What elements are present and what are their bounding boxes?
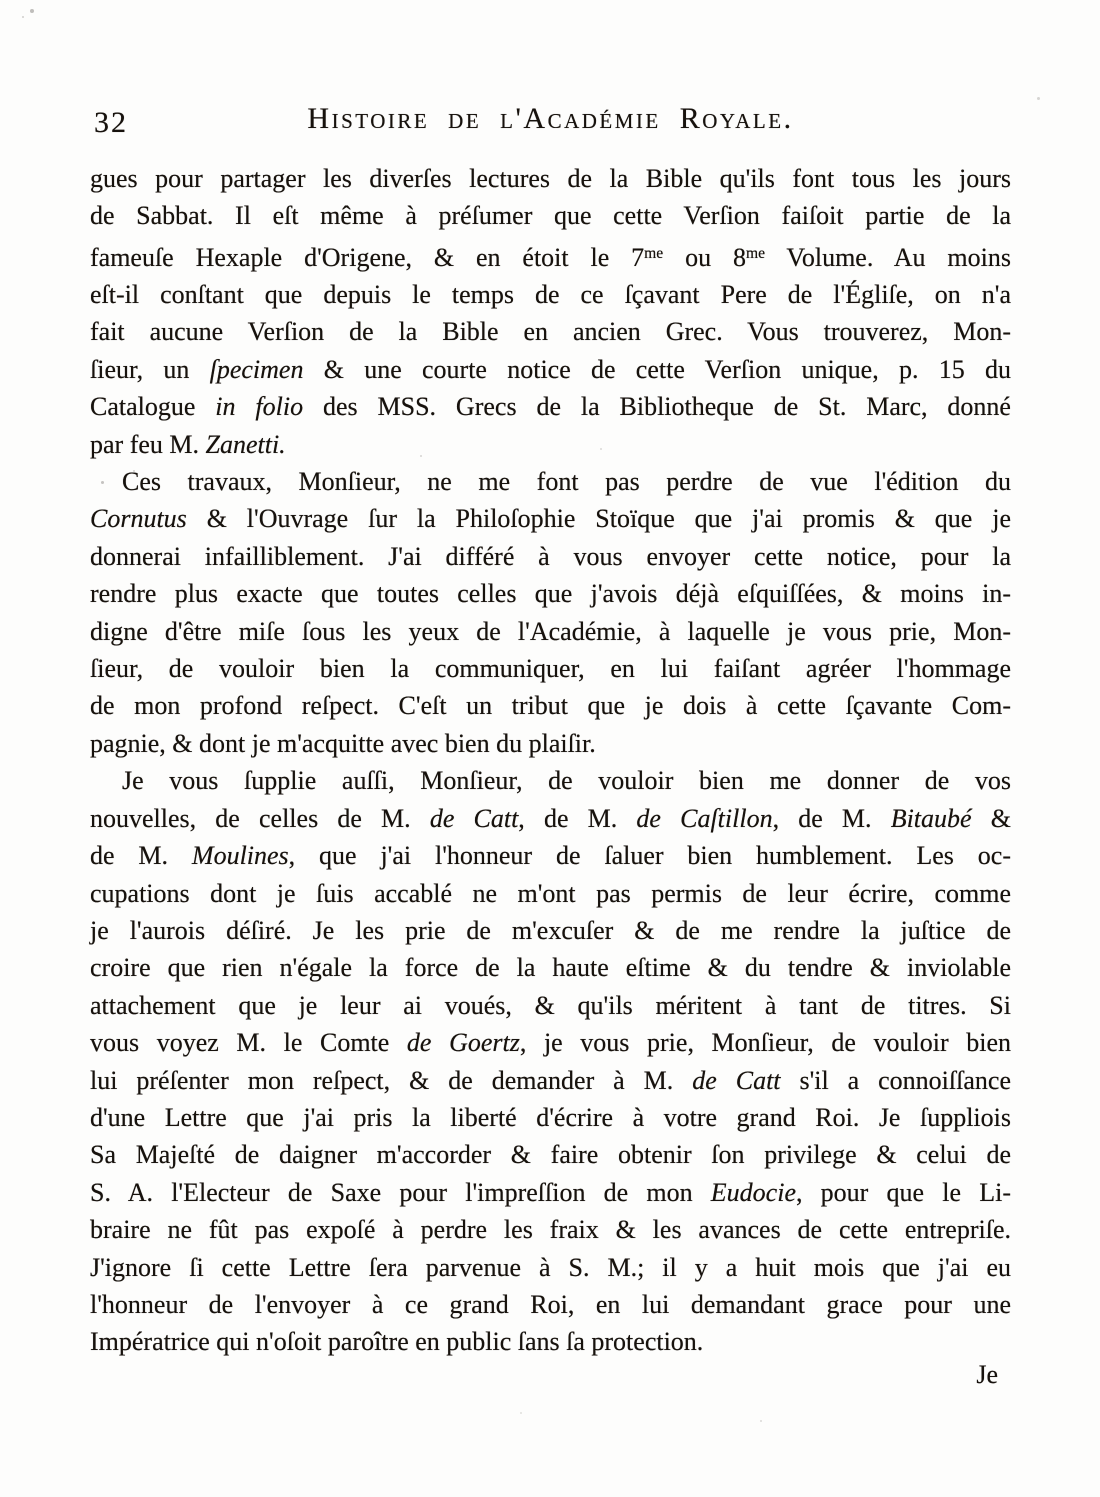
scan-speck <box>133 470 135 472</box>
scan-speck <box>760 1420 762 1422</box>
text-segment: & <box>971 803 1011 833</box>
text-line <box>90 313 1011 350</box>
text-segment: , je vous prie, Monſieur, de vouloir bien <box>519 1028 1011 1058</box>
text-segment: eſt-il conſtant que depuis le temps de ce ſçavant Pere de l'Égliſe, on n'a <box>90 280 1011 310</box>
running-title: Histoire de l'Académie Royale. <box>307 102 794 135</box>
italic-text-segment: ſpecimen <box>209 354 304 384</box>
text-segment: attachement que je leur ai voués, & qu'ils méritent à tant de titres. Si <box>90 990 1011 1020</box>
text-line <box>90 500 1011 537</box>
text-line <box>90 388 1011 425</box>
text-line <box>90 912 1011 949</box>
text-line <box>90 800 1011 837</box>
text-line <box>90 650 1011 687</box>
text-line <box>90 987 1011 1024</box>
text-line <box>90 949 1011 986</box>
text-segment: nouvelles, de celles de M. <box>90 803 430 833</box>
text-segment: J'ignore ſi cette Lettre ſera parvenue à S. M.; il y a huit mois que j'ai eu <box>90 1252 1011 1282</box>
italic-text-segment: Zanetti. <box>205 429 286 459</box>
italic-text-segment: Eudocie <box>710 1177 796 1207</box>
text-segment: ſieur, de vouloir bien la communiquer, en lui faiſant agréer l'hommage <box>90 654 1011 684</box>
text-line <box>90 235 1011 276</box>
text-line <box>90 463 1011 500</box>
text-line <box>90 276 1011 313</box>
superscript-segment: me <box>644 244 664 262</box>
italic-text-segment: Moulines <box>191 841 289 871</box>
text-line <box>90 1286 1011 1323</box>
text-segment: lui préſenter mon reſpect, & de demander à M. <box>90 1065 693 1095</box>
scan-speck <box>1037 97 1040 100</box>
text-line <box>90 197 1011 234</box>
text-segment: S. A. l'Electeur de Saxe pour l'impreſſion de mon <box>90 1177 711 1207</box>
italic-text-segment: de Caſtillon <box>636 803 773 833</box>
text-line <box>90 575 1011 612</box>
superscript-segment: me <box>745 244 766 262</box>
text-line <box>90 837 1011 874</box>
text-segment: Catalogue <box>90 392 216 422</box>
text-line <box>90 1062 1011 1099</box>
page-number: 32 <box>94 106 128 139</box>
text-line <box>90 351 1011 388</box>
italic-text-segment: Cornutus <box>90 504 187 534</box>
catchword: Je <box>976 1360 998 1389</box>
text-line <box>90 762 1011 799</box>
text-segment: cupations dont je ſuis accablé ne m'ont pas permis de leur écrire, comme <box>90 878 1011 908</box>
text-line <box>90 1211 1011 1248</box>
text-segment: Sa Majeſté de daigner m'accorder & faire obtenir ſon privilege & celui de <box>90 1140 1011 1170</box>
text-line <box>90 1099 1011 1136</box>
text-segment: de mon profond reſpect. C'eſt un tribut que je dois à cette ſçavante Com- <box>90 691 1011 721</box>
text-segment: , de M. <box>772 803 891 833</box>
scan-speck <box>101 481 104 484</box>
text-segment: braire ne fût pas expoſé à perdre les fraix & les avances de cette entrepriſe. <box>90 1215 1011 1245</box>
text-segment: & une courte notice de cette Verſion unique, p. 15 du <box>303 354 1011 384</box>
text-segment: digne d'être miſe ſous les yeux de l'Académie, à laquelle je vous prie, Mon- <box>90 616 1011 646</box>
text-segment: donnerai infailliblement. J'ai différé à vous envoyer cette notice, pour la <box>90 541 1011 571</box>
text-line <box>90 725 1011 762</box>
text-segment: des MSS. Grecs de la Bibliotheque de St. Marc, donné <box>303 392 1011 422</box>
text-segment: croire que rien n'égale la force de la haute eſtime & du tendre & inviolable <box>90 953 1011 983</box>
text-line <box>90 538 1011 575</box>
text-segment: Impératrice qui n'oſoit paroître en public ſans ſa protection. <box>90 1327 704 1357</box>
italic-text-segment: de Catt <box>692 1065 781 1095</box>
text-line <box>90 1024 1011 1061</box>
text-segment: fait aucune Verſion de la Bible en ancien Grec. Vous trouverez, Mon- <box>90 317 1011 347</box>
text-line <box>90 1249 1011 1286</box>
text-segment: & l'Ouvrage ſur la Philoſophie Stoïque que j'ai promis & que je <box>186 504 1011 534</box>
text-segment: fameuſe Hexaple d'Origene, & en étoit le 7 <box>90 242 645 272</box>
italic-text-segment: Bitaubé <box>890 803 972 833</box>
text-line <box>90 426 1011 463</box>
scan-speck <box>600 448 602 450</box>
text-segment: l'honneur de l'envoyer à ce grand Roi, en lui demandant grace pour une <box>90 1289 1011 1319</box>
scan-speck <box>420 455 422 457</box>
text-segment: Volume. Au moins <box>765 242 1011 272</box>
text-segment: , que j'ai l'honneur de ſaluer bien humblement. Les oc- <box>288 841 1011 871</box>
text-segment: de Sabbat. Il eſt même à préſumer que cette Verſion faiſoit partie de la <box>90 201 1011 231</box>
text-line <box>90 613 1011 650</box>
text-segment: par feu M. <box>90 429 206 459</box>
text-line <box>90 1136 1011 1173</box>
italic-text-segment: de Goertz <box>406 1028 520 1058</box>
page-header <box>90 102 1011 144</box>
text-segment: pagnie, & dont je m'acquitte avec bien du plaiſir. <box>90 728 596 758</box>
text-line <box>90 160 1011 197</box>
text-segment: ſieur, un <box>90 354 210 384</box>
text-segment: d'une Lettre que j'ai pris la liberté d'écrire à votre grand Roi. Je ſuppliois <box>90 1102 1011 1132</box>
text-segment: , pour que le Li- <box>795 1177 1011 1207</box>
letter-body <box>90 160 1011 1361</box>
text-segment: rendre plus exacte que toutes celles que j'avois déjà eſquiſſées, & moins in- <box>90 579 1011 609</box>
text-segment: ou 8 <box>663 242 746 272</box>
text-segment: gues pour partager les diverſes lectures de la Bible qu'ils font tous les jours <box>90 164 1011 193</box>
italic-text-segment: de Catt <box>429 803 519 833</box>
text-segment: Ces travaux, Monſieur, ne me font pas perdre de vue l'édition du <box>122 467 1011 497</box>
text-segment: de M. <box>90 841 192 871</box>
italic-text-segment: in folio <box>215 392 304 422</box>
text-segment: je l'aurois déſiré. Je les prie de m'excuſer & de me rendre la juſtice de <box>90 915 1011 945</box>
scan-speck <box>520 1412 522 1414</box>
text-segment: s'il a connoiſſance <box>780 1065 1011 1095</box>
scan-speck <box>30 9 34 13</box>
text-segment: , de M. <box>518 803 637 833</box>
text-line <box>90 1174 1011 1211</box>
text-line <box>90 875 1011 912</box>
text-segment: Je vous ſupplie auſſi, Monſieur, de vouloir bien me donner de vos <box>122 766 1011 796</box>
text-segment: vous voyez M. le Comte <box>90 1028 407 1058</box>
text-line <box>90 687 1011 724</box>
scan-speck <box>22 16 24 18</box>
